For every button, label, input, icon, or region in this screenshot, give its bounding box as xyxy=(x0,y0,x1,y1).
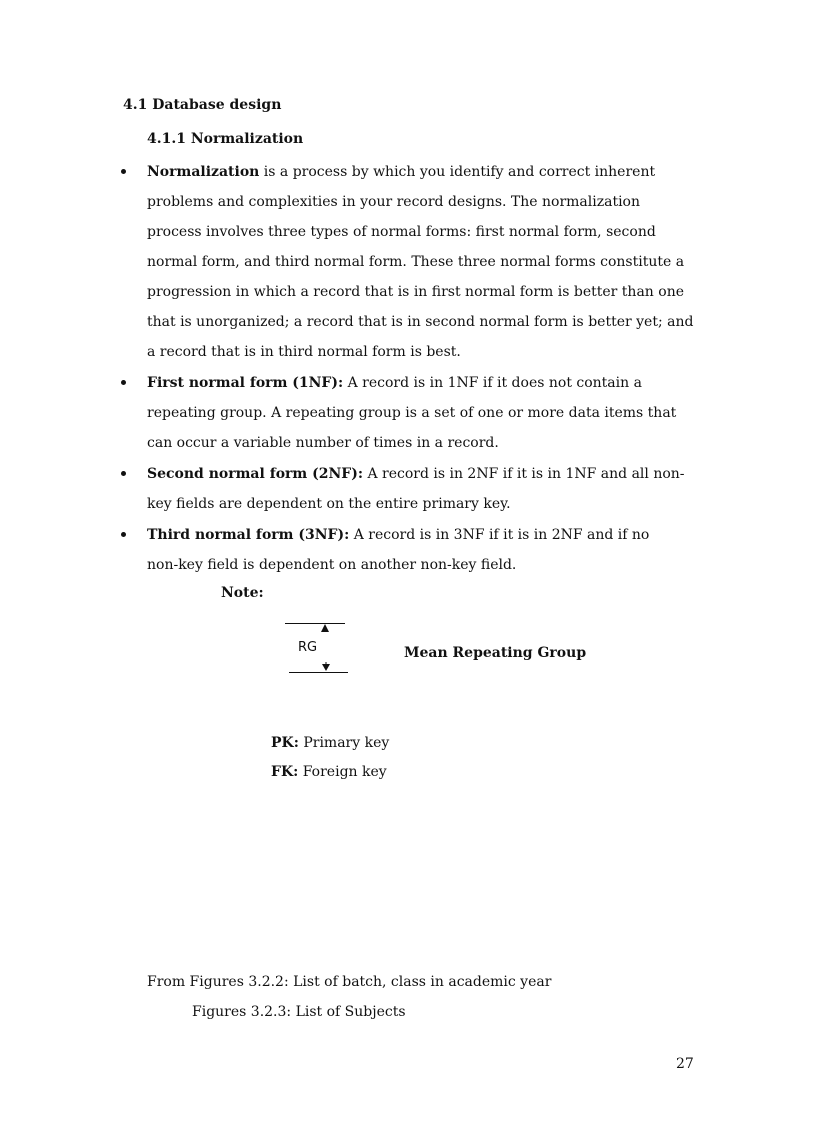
bullet-dot xyxy=(121,532,126,537)
text: A record is in 3NF if it is in 2NF and if no xyxy=(349,527,650,543)
term: Second normal form (2NF): xyxy=(147,466,364,482)
key-desc: Primary key xyxy=(298,735,390,751)
bullet-normalization xyxy=(147,157,692,367)
text: A record is in 2NF if it is in 1NF and all non- xyxy=(363,466,685,482)
arrow-up-icon xyxy=(320,624,330,634)
bullet-2nf xyxy=(147,459,692,519)
bullet-dot xyxy=(121,380,126,385)
text-line: key fields are dependent on the entire primary key. xyxy=(147,496,511,512)
bullet-dot xyxy=(121,471,126,476)
page-number: 27 xyxy=(676,1056,694,1072)
section-heading: 4.1 Database design xyxy=(123,97,282,113)
key-pk xyxy=(271,735,389,751)
figure-ref-2: Figures 3.2.3: List of Subjects xyxy=(192,1004,406,1020)
key-abbr: PK: xyxy=(271,735,299,751)
figure-ref-1: From Figures 3.2.2: List of batch, class in academic year xyxy=(147,974,552,990)
text-line: problems and complexities in your record designs. The normalization xyxy=(147,194,641,210)
rg-top-line xyxy=(285,623,345,624)
key-abbr: FK: xyxy=(271,764,299,780)
text-line: normal form, and third normal form. These three normal forms constitute a xyxy=(147,254,685,270)
bullet-1nf xyxy=(147,368,692,458)
arrow-down-icon xyxy=(321,662,331,672)
bullet-3nf xyxy=(147,520,692,580)
text-line: a record that is in third normal form is best. xyxy=(147,344,461,360)
text: is a process by which you identify and correct inherent xyxy=(259,164,656,180)
term: First normal form (1NF): xyxy=(147,375,344,391)
subsection-heading: 4.1.1 Normalization xyxy=(147,131,304,147)
rg-symbol: RG xyxy=(298,640,318,655)
text-line: process involves three types of normal forms: first normal form, second xyxy=(147,224,656,240)
text-line: that is unorganized; a record that is in second normal form is better yet; and xyxy=(147,314,694,330)
term: Third normal form (3NF): xyxy=(147,527,350,543)
key-fk xyxy=(271,764,387,780)
term: Normalization xyxy=(147,164,260,180)
rg-bottom-line xyxy=(289,672,348,673)
text-line: progression in which a record that is in first normal form is better than one xyxy=(147,284,684,300)
rg-meaning: Mean Repeating Group xyxy=(404,645,587,661)
text-line: non-key field is dependent on another non-key field. xyxy=(147,557,517,573)
text: A record is in 1NF if it does not contain a xyxy=(343,375,642,391)
note-label: Note: xyxy=(221,585,264,601)
text-line: repeating group. A repeating group is a set of one or more data items that xyxy=(147,405,677,421)
key-desc: Foreign key xyxy=(298,764,387,780)
bullet-dot xyxy=(121,169,126,174)
text-line: can occur a variable number of times in a record. xyxy=(147,435,499,451)
